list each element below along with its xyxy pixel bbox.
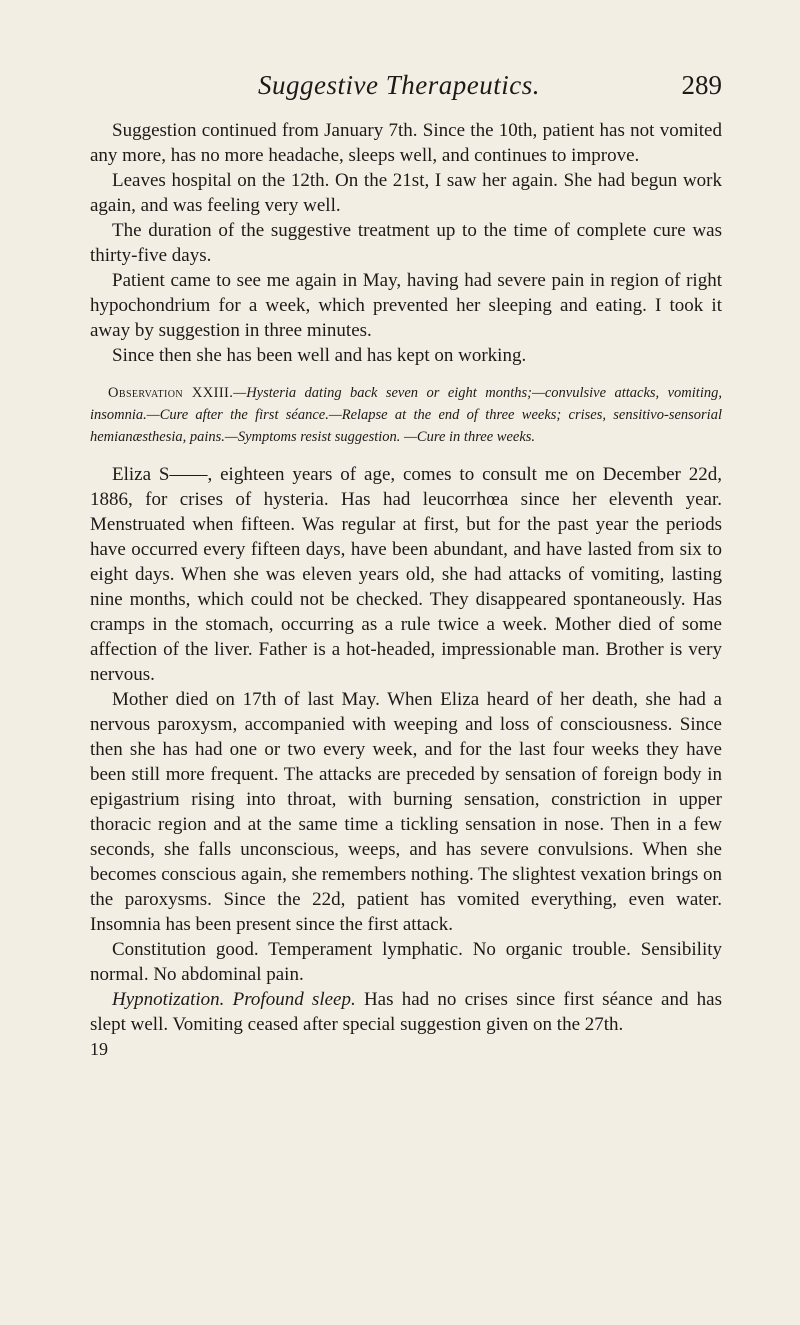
book-page xyxy=(90,70,722,1062)
final-paragraph xyxy=(90,987,722,1037)
paragraph: Suggestion continued from January 7th. Since the 10th, patient has not vomited any more, has no more headache, sleeps well, and continues to improve. xyxy=(90,120,722,166)
paragraph: Mother died on 17th of last May. When Eliza heard of her death, she had a nervous paroxysm, accompanied with weeping and loss of consciousness. Since then she has had one or two every week, and for the last four weeks they have been still more frequent. The attacks are preceded by sensation of foreign body in epigastrium rising into throat, with burning sensation, constriction in upper thoracic region and at the same time a tickling sensation in nose. Then in a few seconds, she falls unconscious, weeps, and has severe convulsions. When she becomes conscious again, she remembers nothing. The slightest vexation brings on the paroxysms. Since the 22d, patient has vomited everything, even water. Insomnia has been present since the first attack. xyxy=(90,689,722,935)
observation-label: Observation XXIII. xyxy=(108,385,234,401)
section-gap xyxy=(90,368,722,382)
observation-heading xyxy=(90,382,722,448)
paragraph: Since then she has been well and has kept on working. xyxy=(112,345,527,366)
paragraph: Leaves hospital on the 12th. On the 21st, I saw her again. She had begun work again, and was feeling very well. xyxy=(90,170,722,216)
observation-summary: —Hysteria dating back seven or eight months;—convulsive attacks, vomiting, insomnia.—Cure after the first séance.—Relapse at the end of three weeks; crises, sensitivo-sensorial hemianæsthesia, pains.—Symptoms resist suggestion. —Cure in three weeks. xyxy=(90,385,722,445)
running-header xyxy=(90,70,722,104)
paragraph: The duration of the suggestive treatment up to the time of complete cure was thirty-five days. xyxy=(90,220,722,266)
signature-mark: 19 xyxy=(90,1039,108,1059)
paragraph: Constitution good. Temperament lymphatic. No organic trouble. Sensibility normal. No abdominal pain. xyxy=(90,939,722,985)
hypnotization-lead: Hypnotization. Profound sleep. xyxy=(112,989,356,1010)
paragraph: Eliza S——, eighteen years of age, comes to consult me on December 22d, 1886, for crises of hysteria. Has had leucorrhœa since her eleventh year. Menstruated when fifteen. Was regular at first, but for the past year the periods have occurred every fifteen days, have been abundant, and have lasted from six to eight days. When she was eleven years old, she had attacks of vomiting, lasting nine months, which could not be checked. They disappeared spontaneously. Has cramps in the stomach, occurring as a rule twice a week. Mother died of some affection of the liver. Father is a hot-headed, impressionable man. Brother is very nervous. xyxy=(90,464,722,685)
running-title: Suggestive Therapeutics. xyxy=(258,70,540,100)
final-paragraph-text: Has had no crises since first séance and has slept well. Vomiting ceased after special suggestion given on the 27th. xyxy=(90,989,723,1035)
page-number: 289 xyxy=(681,70,722,100)
paragraph: Patient came to see me again in May, having had severe pain in region of right hypochondrium for a week, which prevented her sleeping and eating. I took it away by suggestion in three minutes. xyxy=(90,270,722,341)
section-gap xyxy=(90,448,722,462)
